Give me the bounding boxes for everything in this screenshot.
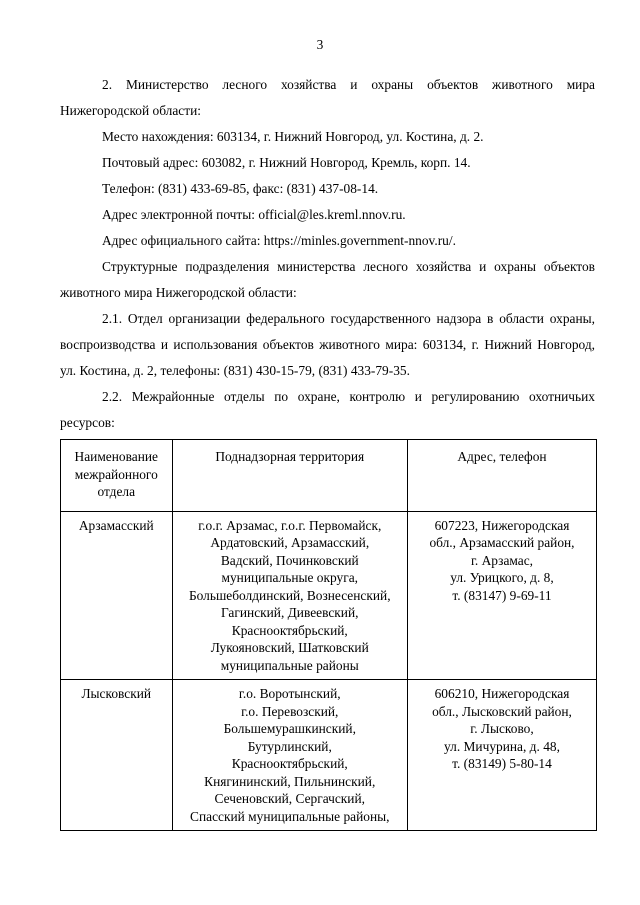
paragraph-structure: Структурные подразделения министерства лесного хозяйства и охраны объектов животного мира Нижегородской области: [60,259,595,300]
page-number: 3 [316,37,324,52]
paragraph-website: Адрес официального сайта: https://minles.government-nnov.ru/. [102,233,456,248]
cell-address-phone: 606210, Нижегородская обл., Лысковский район, г. Лысково, ул. Мичурина, д. 48, т. (83149) 5-80-14 [407,680,596,831]
cell-address-phone: 607223, Нижегородская обл., Арзамасский район, г. Арзамас, ул. Урицкого, д. 8, т. (83147) 9-69-11 [407,511,596,680]
header-territory: Поднадзорная территория [172,440,407,512]
table-row [61,680,597,831]
cell-department-name: Арзамасский [61,511,173,680]
header-address-phone: Адрес, телефон [407,440,596,512]
departments-table [60,439,597,831]
paragraph-department-2-1: 2.1. Отдел организации федерального государственного надзора в области охраны, воспроизводства и использования объектов животного мира: 603134, г. Нижний Новгород, ул. Костина, д. 2, телефоны: (831) 430-15-79, (831) 433-79-35. [60,311,595,378]
cell-territory: г.о.г. Арзамас, г.о.г. Первомайск, Ардатовский, Арзамасский, Вадский, Починковский муниципальные округа, Большеболдинский, Вознесенский, Гагинский, Дивеевский, Краснооктябрьский, Лукояновский, Шатковский муниципальные районы [172,511,407,680]
paragraph-email: Адрес электронной почты: official@les.kreml.nnov.ru. [102,207,406,222]
table-header-row [61,440,597,512]
cell-territory: г.о. Воротынский, г.о. Перевозский, Большемурашкинский, Бутурлинский, Краснооктябрьский, Княгининский, Пильнинский, Сеченовский, Сергачский, Спасский муниципальные районы, [172,680,407,831]
cell-department-name: Лысковский [61,680,173,831]
paragraph-ministry: 2. Министерство лесного хозяйства и охраны объектов животного мира Нижегородской области: [60,77,595,118]
header-department-name: Наименование межрайонного отдела [61,440,173,512]
paragraph-postal-address: Почтовый адрес: 603082, г. Нижний Новгород, Кремль, корп. 14. [102,155,471,170]
table-row [61,511,597,680]
paragraph-phone: Телефон: (831) 433-69-85, факс: (831) 437-08-14. [102,181,379,196]
document-body [60,72,595,831]
paragraph-location: Место нахождения: 603134, г. Нижний Новгород, ул. Костина, д. 2. [102,129,484,144]
paragraph-department-2-2: 2.2. Межрайонные отделы по охране, контролю и регулированию охотничьих ресурсов: [60,389,595,430]
